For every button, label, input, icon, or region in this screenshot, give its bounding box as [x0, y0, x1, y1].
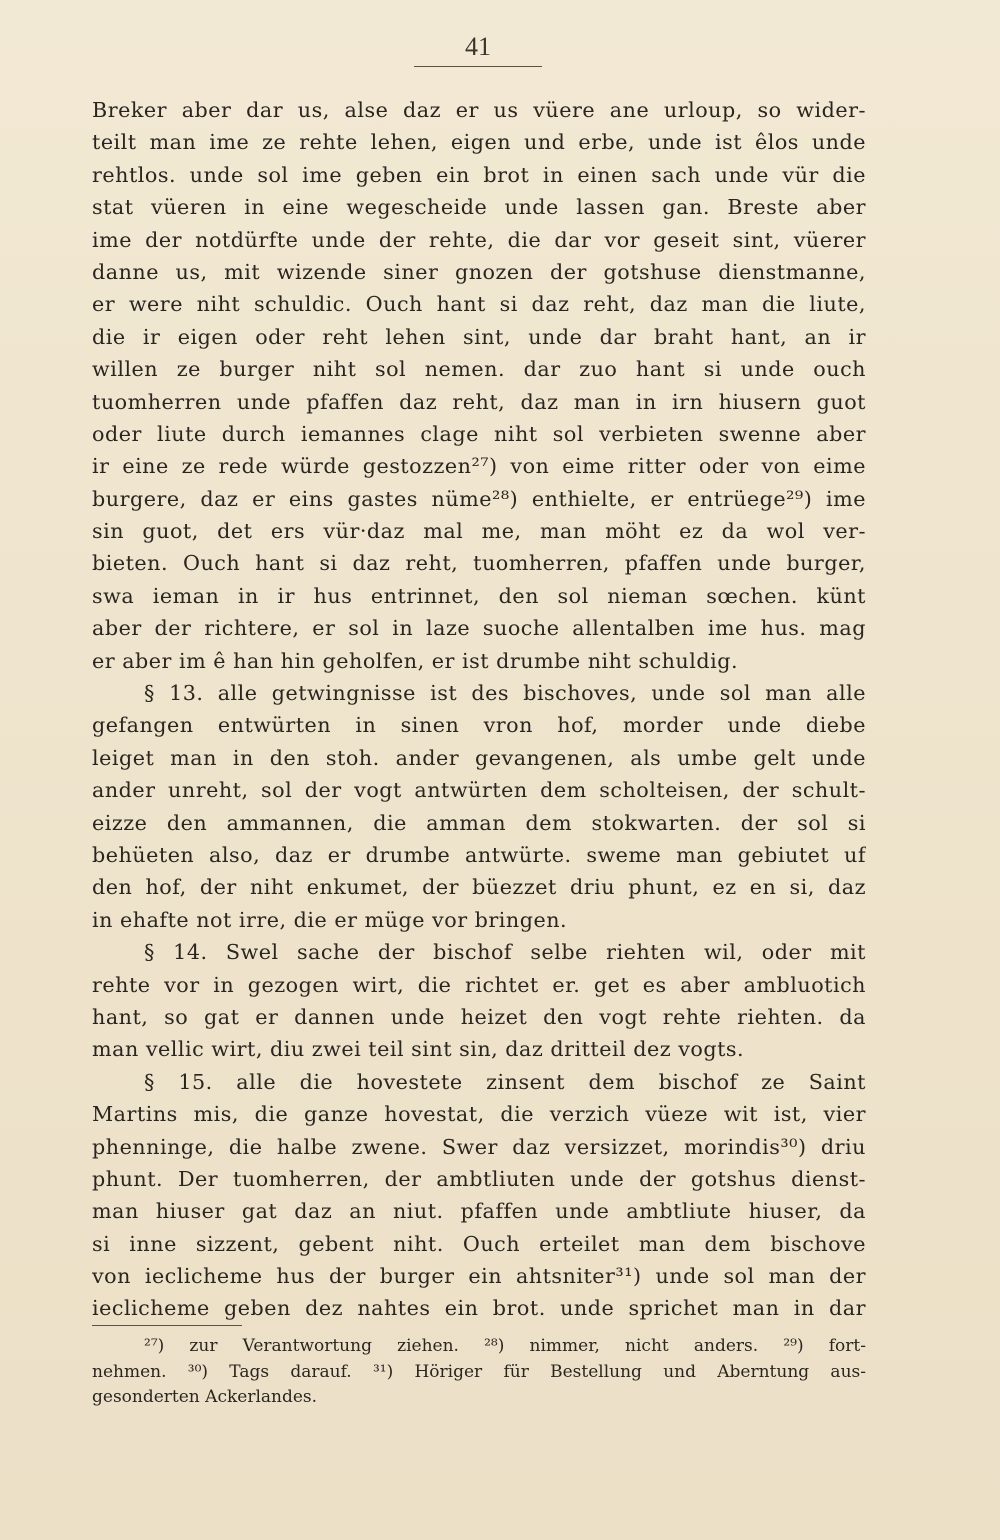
text-line: hant, so gat er dannen unde heizet den vogt rehte riehten. da	[92, 1004, 866, 1029]
text-line: eizze den ammannen, die amman dem stokwarten. der sol si	[92, 810, 866, 835]
text-line: man hiuser gat daz an niut. pfaffen unde ambtliute hiuser, da	[92, 1199, 866, 1224]
text-line: Breker aber dar us, alse daz er us vüere ane urloup, so wider-	[92, 98, 866, 122]
text-line: von ieclicheme hus der burger ein ahtsniter³¹) unde sol man der	[92, 1264, 866, 1289]
text-line: aber der richtere, er sol in laze suoche allentalben ime hus. mag	[92, 616, 866, 641]
text-line: phenninge, die halbe zwene. Swer daz versizzet, morindis³⁰) driu	[92, 1134, 866, 1159]
text-line: gefangen entwürten in sinen vron hof, morder unde diebe	[92, 713, 866, 738]
text-line: willen ze burger niht sol nemen. dar zuo hant si unde ouch	[92, 357, 866, 382]
text-line: ander unreht, sol der vogt antwürten dem scholteisen, der schult-	[92, 778, 866, 803]
text-line: si inne sizzent, gebent niht. Ouch erteilet man dem bischove	[92, 1231, 866, 1256]
footnote-line: ²⁷) zur Verantwortung ziehen. ²⁸) nimmer, nicht anders. ²⁹) fort-	[144, 1336, 866, 1356]
text-line: bieten. Ouch hant si daz reht, tuomherren, pfaffen unde burger,	[92, 551, 866, 576]
text-line: Martins mis, die ganze hovestat, die verzich vüeze wit ist, vier	[92, 1102, 866, 1127]
page-number: 41	[465, 32, 491, 61]
text-line: die ir eigen oder reht lehen sint, unde dar braht hant, an ir	[92, 324, 866, 349]
text-line: den hof, der niht enkumet, der büezzet driu phunt, ez en si, daz	[92, 875, 866, 900]
footnote-rule	[92, 1325, 242, 1326]
text-line: swa ieman in ir hus entrinnet, den sol nieman sœchen. künt	[92, 583, 866, 608]
footnote-line: nehmen. ³⁰) Tags darauf. ³¹) Höriger für Bestellung und Aberntung aus-	[92, 1361, 866, 1382]
text-line: oder liute durch iemannes clage niht sol verbieten swenne aber	[92, 421, 866, 446]
footnotes	[92, 1334, 866, 1411]
main-text	[92, 94, 866, 1325]
text-line: sin guot, det ers vür·daz mal me, man möht ez da wol ver-	[92, 519, 866, 544]
text-line: behüeten also, daz er drumbe antwürte. sweme man gebiutet uf	[92, 842, 866, 867]
section-13-heading-line: § 13. alle getwingnisse ist des bischoves, unde sol man alle	[144, 681, 866, 706]
text-line: rehtlos. unde sol ime geben ein brot in einen sach unde vür die	[92, 162, 866, 187]
page-number-rule	[414, 66, 542, 67]
text-line: teilt man ime ze rehte lehen, eigen und erbe, unde ist êlos unde	[92, 130, 866, 155]
footnote-line: gesonderten Ackerlandes.	[92, 1387, 318, 1407]
text-line: ir eine ze rede würde gestozzen²⁷) von eime ritter oder von eime	[92, 454, 866, 479]
text-line: man vellic wirt, diu zwei teil sint sin, daz dritteil dez vogts.	[92, 1037, 745, 1062]
text-line: er were niht schuldic. Ouch hant si daz reht, daz man die liute,	[92, 292, 866, 317]
text-line: stat vüeren in eine wegescheide unde lassen gan. Breste aber	[92, 195, 866, 220]
text-line: ime der notdürfte unde der rehte, die dar vor geseit sint, vüerer	[92, 227, 866, 252]
text-line: leiget man in den stoh. ander gevangenen, als umbe gelt unde	[92, 745, 866, 770]
text-line: in ehafte not irre, die er müge vor bringen.	[92, 907, 568, 932]
text-line: ieclicheme geben dez nahtes ein brot. unde sprichet man in dar	[92, 1296, 866, 1321]
text-line: er aber im ê han hin geholfen, er ist drumbe niht schuldig.	[92, 648, 739, 673]
text-line: burgere, daz er eins gastes nüme²⁸) enthielte, er entrüege²⁹) ime	[92, 486, 866, 511]
section-15-heading-line: § 15. alle die hovestete zinsent dem bischof ze Saint	[144, 1069, 866, 1094]
text-line: tuomherren unde pfaffen daz reht, daz man in irn hiusern guot	[92, 389, 866, 414]
text-line: phunt. Der tuomherren, der ambtliuten unde der gotshus dienst-	[92, 1166, 866, 1191]
text-line: danne us, mit wizende siner gnozen der gotshuse dienstmanne,	[92, 259, 866, 284]
text-line: rehte vor in gezogen wirt, die richtet er. get es aber ambluotich	[92, 972, 866, 997]
section-14-heading-line: § 14. Swel sache der bischof selbe riehten wil, oder mit	[144, 940, 866, 965]
